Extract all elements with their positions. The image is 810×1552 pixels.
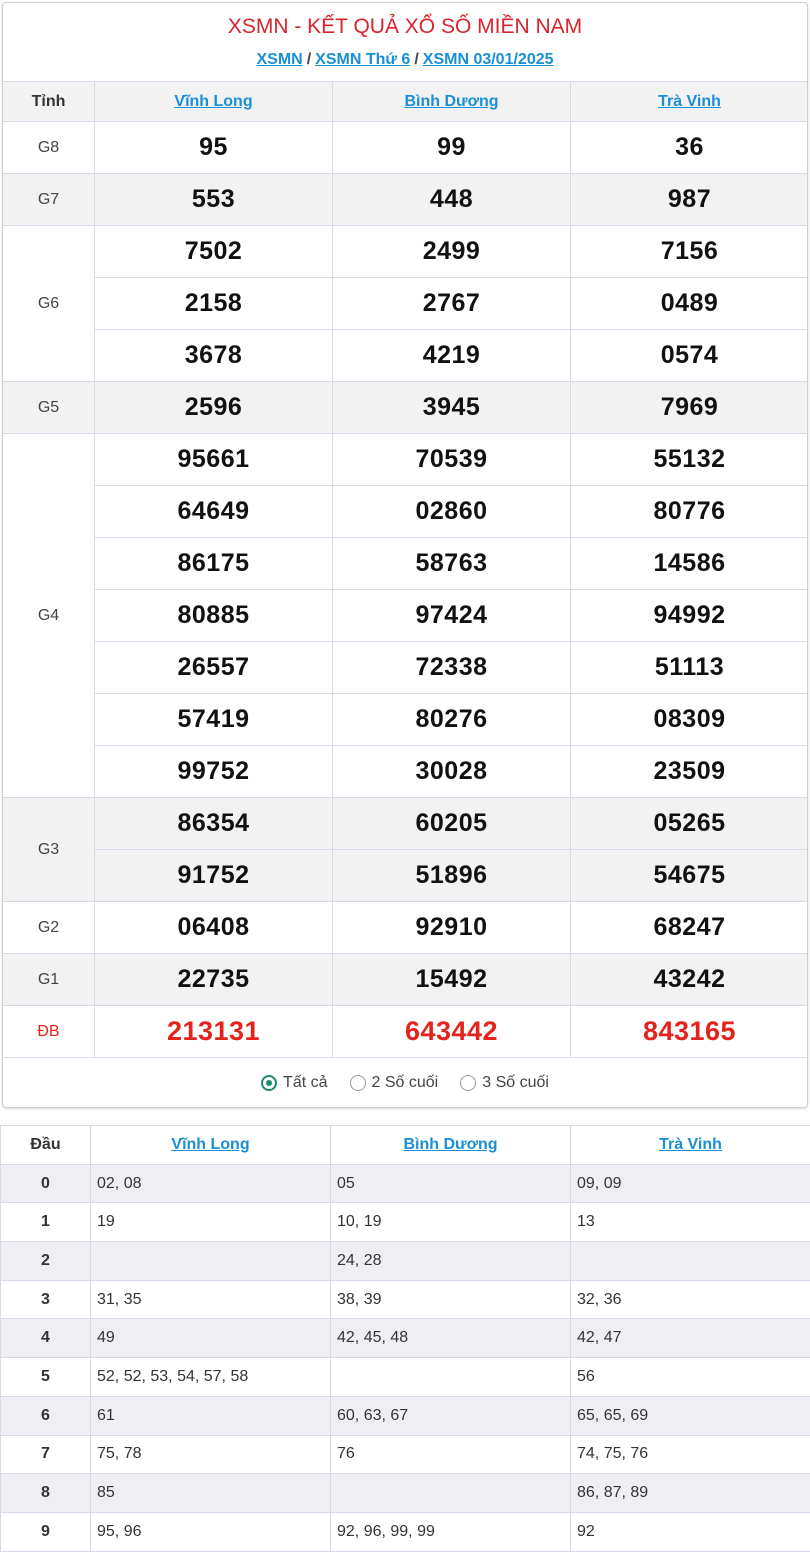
dau-row — [1, 1358, 810, 1397]
prize-number: 0574 — [571, 330, 809, 382]
dau-digit: 4 — [1, 1319, 91, 1358]
dau-values: 10, 19 — [331, 1203, 571, 1242]
prize-number: 30028 — [333, 746, 571, 798]
dau-digit: 0 — [1, 1164, 91, 1203]
prize-row — [3, 538, 809, 590]
prize-row — [3, 590, 809, 642]
filter-all-radio[interactable] — [261, 1074, 327, 1092]
prize-row — [3, 694, 809, 746]
dau-digit: 2 — [1, 1242, 91, 1281]
dau-values — [331, 1474, 571, 1513]
dau-values — [91, 1242, 331, 1281]
province-label-header: Tỉnh — [3, 82, 95, 122]
dau-digit: 5 — [1, 1358, 91, 1397]
dau-values: 74, 75, 76 — [571, 1435, 810, 1474]
prize-row — [3, 330, 809, 382]
province-header — [95, 82, 333, 122]
prize-number: 08309 — [571, 694, 809, 746]
dau-values: 56 — [571, 1358, 810, 1397]
dau-digit: 1 — [1, 1203, 91, 1242]
dau-values: 38, 39 — [331, 1280, 571, 1319]
dau-values: 86, 87, 89 — [571, 1474, 810, 1513]
dau-values: 42, 47 — [571, 1319, 810, 1358]
results-panel — [2, 2, 808, 1108]
prize-number: 99752 — [95, 746, 333, 798]
prize-number: 2499 — [333, 226, 571, 278]
prize-number: 51896 — [333, 850, 571, 902]
prize-number: 643442 — [333, 1006, 571, 1058]
prize-number: 06408 — [95, 902, 333, 954]
dau-row — [1, 1242, 810, 1281]
filter-label: 2 Số cuối — [372, 1074, 439, 1092]
prize-row — [3, 642, 809, 694]
prize-row — [3, 486, 809, 538]
dau-values: 85 — [91, 1474, 331, 1513]
dau-row — [1, 1474, 810, 1513]
breadcrumb-xsmn[interactable]: XSMN — [256, 51, 302, 68]
dau-values: 02, 08 — [91, 1164, 331, 1203]
dau-digit: 8 — [1, 1474, 91, 1513]
prize-number: 95 — [95, 122, 333, 174]
prize-label: G3 — [3, 798, 95, 902]
prize-number: 51113 — [571, 642, 809, 694]
prize-label: G2 — [3, 902, 95, 954]
prize-number: 57419 — [95, 694, 333, 746]
prize-number: 448 — [333, 174, 571, 226]
breadcrumb-xsmn-thu6[interactable]: XSMN Thứ 6 — [315, 51, 410, 68]
prize-row — [3, 174, 809, 226]
results-table — [2, 81, 808, 1058]
prize-row — [3, 122, 809, 174]
prize-number: 64649 — [95, 486, 333, 538]
prize-row — [3, 746, 809, 798]
province-link-vinh-long[interactable]: Vĩnh Long — [174, 93, 252, 110]
prize-label: G7 — [3, 174, 95, 226]
filter-3-digits-radio[interactable] — [460, 1074, 549, 1092]
prize-label: G1 — [3, 954, 95, 1006]
province-link-binh-duong[interactable]: Bình Dương — [403, 1136, 497, 1153]
province-header — [333, 82, 571, 122]
prize-number: 2596 — [95, 382, 333, 434]
dau-values: 76 — [331, 1435, 571, 1474]
province-header — [331, 1126, 571, 1165]
prize-row — [3, 798, 809, 850]
prize-number: 843165 — [571, 1006, 809, 1058]
dau-digit: 6 — [1, 1396, 91, 1435]
prize-number: 70539 — [333, 434, 571, 486]
prize-number: 68247 — [571, 902, 809, 954]
dau-row — [1, 1164, 810, 1203]
dau-values: 52, 52, 53, 54, 57, 58 — [91, 1358, 331, 1397]
prize-label: G8 — [3, 122, 95, 174]
dau-values — [331, 1358, 571, 1397]
prize-row — [3, 382, 809, 434]
dau-values: 32, 36 — [571, 1280, 810, 1319]
prize-number: 7969 — [571, 382, 809, 434]
breadcrumb-xsmn-date[interactable]: XSMN 03/01/2025 — [423, 51, 554, 68]
dau-values: 42, 45, 48 — [331, 1319, 571, 1358]
filter-label: Tất cả — [283, 1074, 327, 1092]
dau-values: 19 — [91, 1203, 331, 1242]
dau-label-header: Đầu — [1, 1126, 91, 1165]
prize-number: 58763 — [333, 538, 571, 590]
prize-label: ĐB — [3, 1006, 95, 1058]
prize-number: 213131 — [95, 1006, 333, 1058]
filter-2-digits-radio[interactable] — [350, 1074, 439, 1092]
dau-digit: 3 — [1, 1280, 91, 1319]
prize-number: 86175 — [95, 538, 333, 590]
prize-number: 95661 — [95, 434, 333, 486]
prize-number: 80776 — [571, 486, 809, 538]
prize-row — [3, 850, 809, 902]
prize-number: 0489 — [571, 278, 809, 330]
dau-row — [1, 1435, 810, 1474]
province-link-binh-duong[interactable]: Bình Dương — [404, 93, 498, 110]
prize-number: 92910 — [333, 902, 571, 954]
dau-values: 05 — [331, 1164, 571, 1203]
dau-values: 49 — [91, 1319, 331, 1358]
prize-number: 22735 — [95, 954, 333, 1006]
prize-number: 36 — [571, 122, 809, 174]
radio-unchecked-icon — [350, 1075, 366, 1091]
prize-number: 3678 — [95, 330, 333, 382]
dau-values: 13 — [571, 1203, 810, 1242]
number-filter — [3, 1058, 807, 1108]
dau-values — [571, 1242, 810, 1281]
prize-number: 91752 — [95, 850, 333, 902]
prize-number: 80885 — [95, 590, 333, 642]
prize-row — [3, 434, 809, 486]
province-header — [91, 1126, 331, 1165]
dau-values: 60, 63, 67 — [331, 1396, 571, 1435]
province-link-tra-vinh[interactable]: Trà Vinh — [659, 1136, 722, 1153]
prize-number: 3945 — [333, 382, 571, 434]
prize-number: 55132 — [571, 434, 809, 486]
radio-checked-icon — [261, 1075, 277, 1091]
dau-values: 09, 09 — [571, 1164, 810, 1203]
dau-digit: 9 — [1, 1512, 91, 1551]
dau-row — [1, 1280, 810, 1319]
dau-values: 92, 96, 99, 99 — [331, 1512, 571, 1551]
dau-table — [0, 1125, 810, 1552]
prize-number: 2158 — [95, 278, 333, 330]
prize-number: 4219 — [333, 330, 571, 382]
prize-number: 15492 — [333, 954, 571, 1006]
prize-number: 26557 — [95, 642, 333, 694]
prize-number: 23509 — [571, 746, 809, 798]
prize-number: 99 — [333, 122, 571, 174]
province-link-tra-vinh[interactable]: Trà Vinh — [658, 93, 721, 110]
prize-number: 987 — [571, 174, 809, 226]
province-link-vinh-long[interactable]: Vĩnh Long — [171, 1136, 249, 1153]
filter-label: 3 Số cuối — [482, 1074, 549, 1092]
prize-row — [3, 226, 809, 278]
prize-number: 7502 — [95, 226, 333, 278]
prize-number: 94992 — [571, 590, 809, 642]
breadcrumb: XSMN / XSMN Thứ 6 / XSMN 03/01/2025 — [3, 47, 807, 81]
dau-values: 95, 96 — [91, 1512, 331, 1551]
prize-number: 86354 — [95, 798, 333, 850]
radio-unchecked-icon — [460, 1075, 476, 1091]
prize-number: 2767 — [333, 278, 571, 330]
dau-values: 61 — [91, 1396, 331, 1435]
prize-row — [3, 954, 809, 1006]
prize-number: 54675 — [571, 850, 809, 902]
dau-row — [1, 1203, 810, 1242]
prize-number: 14586 — [571, 538, 809, 590]
dau-row — [1, 1396, 810, 1435]
dau-values: 65, 65, 69 — [571, 1396, 810, 1435]
dau-row — [1, 1512, 810, 1551]
province-header — [571, 1126, 810, 1165]
prize-label: G4 — [3, 434, 95, 798]
prize-number: 553 — [95, 174, 333, 226]
prize-row — [3, 278, 809, 330]
prize-number: 97424 — [333, 590, 571, 642]
dau-digit: 7 — [1, 1435, 91, 1474]
prize-number: 7156 — [571, 226, 809, 278]
page-title: XSMN - KẾT QUẢ XỔ SỐ MIỀN NAM — [3, 3, 807, 47]
prize-number: 80276 — [333, 694, 571, 746]
prize-number: 60205 — [333, 798, 571, 850]
prize-number: 05265 — [571, 798, 809, 850]
dau-values: 31, 35 — [91, 1280, 331, 1319]
dau-values: 24, 28 — [331, 1242, 571, 1281]
prize-number: 43242 — [571, 954, 809, 1006]
prize-row — [3, 1006, 809, 1058]
province-header — [571, 82, 809, 122]
prize-number: 02860 — [333, 486, 571, 538]
dau-row — [1, 1319, 810, 1358]
prize-row — [3, 902, 809, 954]
prize-label: G5 — [3, 382, 95, 434]
prize-label: G6 — [3, 226, 95, 382]
dau-values: 75, 78 — [91, 1435, 331, 1474]
prize-number: 72338 — [333, 642, 571, 694]
dau-values: 92 — [571, 1512, 810, 1551]
